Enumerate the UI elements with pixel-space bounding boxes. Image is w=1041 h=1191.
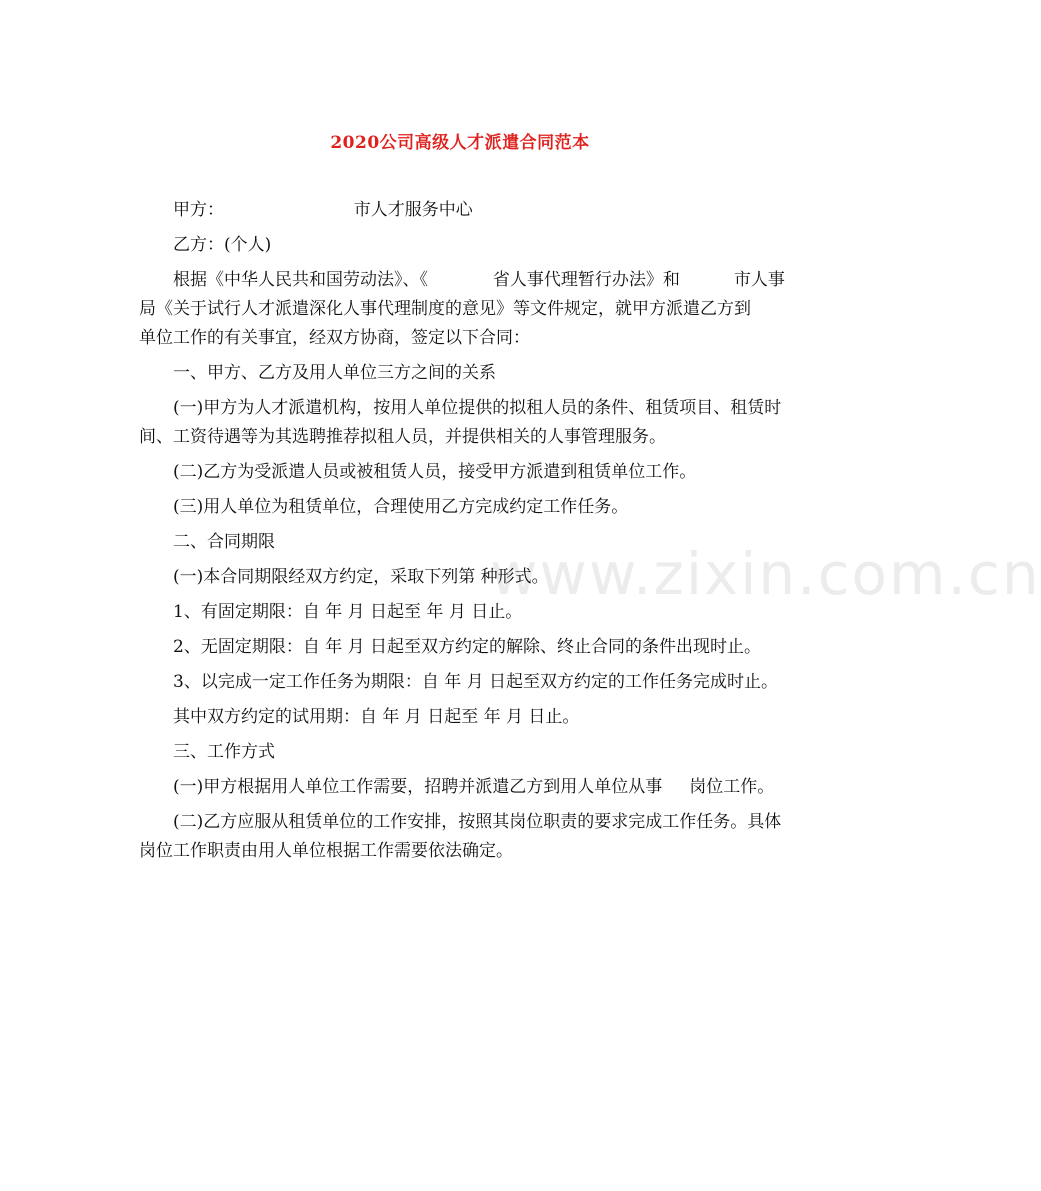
paragraph-2-fixed: 1、有固定期限：自 年 月 日起至 年 月 日止。: [173, 602, 523, 622]
section-heading-3: 三、工作方式: [173, 742, 275, 762]
document-title: 2020公司高级人才派遣合同范本: [330, 133, 590, 153]
section-heading-2: 二、合同期限: [173, 532, 275, 552]
paragraph-3-1: (一)甲方根据用人单位工作需要，招聘并派遣乙方到用人单位从事 岗位工作。: [173, 777, 775, 797]
paragraph-2-1: (一)本合同期限经双方约定，采取下列第 种形式。: [173, 567, 549, 587]
paragraph-1-2: (二)乙方为受派遣人员或被租赁人员，接受甲方派遣到租赁单位工作。: [173, 462, 697, 482]
document-body: [139, 196, 827, 872]
paragraph-2-open: 2、无固定期限：自 年 月 日起至双方约定的解除、终止合同的条件出现时止。: [173, 637, 762, 657]
paragraph-2-probation: 其中双方约定的试用期：自 年 月 日起至 年 月 日止。: [173, 707, 580, 727]
paragraph-1-3: (三)用人单位为租赁单位，合理使用乙方完成约定工作任务。: [173, 497, 629, 517]
paragraph-party-a: 甲方： 市人才服务中心: [173, 200, 473, 220]
paragraph-party-b: 乙方：(个人): [173, 235, 272, 255]
watermark: www.zixin.com.cn: [490, 540, 1041, 608]
paragraph-3-2: (二)乙方应服从租赁单位的工作安排，按照其岗位职责的要求完成工作任务。具体岗位工作职责由用人单位根据工作需要依法确定。: [139, 812, 782, 861]
paragraph-1-1: (一)甲方为人才派遣机构，按用人单位提供的拟租人员的条件、租赁项目、租赁时间、工资待遇等为其选聘推荐拟租人员，并提供相关的人事管理服务。: [139, 398, 782, 447]
paragraph-basis: 根据《中华人民共和国劳动法》、《 省人事代理暂行办法》和 市人事局《关于试行人才派遣深化人事代理制度的意见》等文件规定，就甲方派遣乙方到 单位工作的有关事宜，经双方协商，签定以下合同：: [139, 270, 827, 348]
section-heading-1: 一、甲方、乙方及用人单位三方之间的关系: [173, 363, 496, 383]
paragraph-2-task: 3、以完成一定工作任务为期限：自 年 月 日起至双方约定的工作任务完成时止。: [173, 672, 779, 692]
